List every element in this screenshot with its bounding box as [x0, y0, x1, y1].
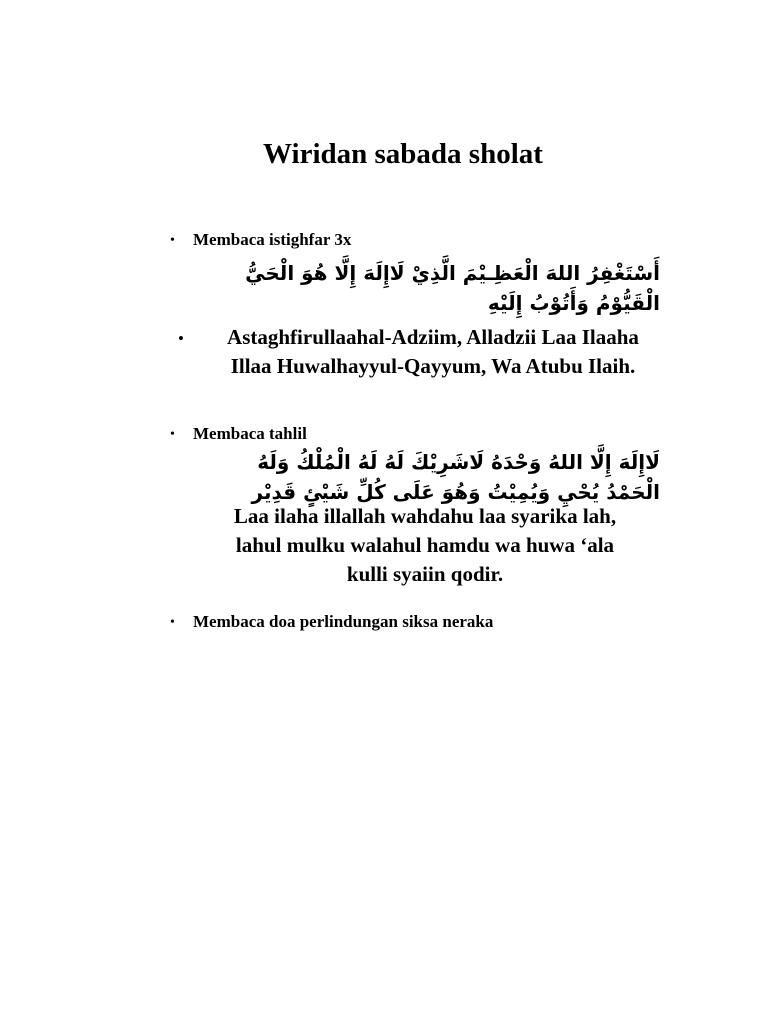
arabic-line: الْقَيُّوْمُ وَأَتُوْبُ إِلَيْهِ: [487, 291, 660, 315]
latin-line: lahul mulku walahul hamdu wa huwa ‘ala: [235, 533, 615, 557]
bullet-icon: •: [170, 427, 175, 442]
tahlil-arabic-text: [180, 447, 660, 507]
section-tahlil-label: Membaca tahlil: [193, 424, 307, 443]
latin-line: Astaghfirullaahal-Adziim, Alladzii Laa Ilaaha: [227, 325, 639, 349]
page-title: Wiridan sabada sholat: [263, 138, 543, 170]
bullet-icon: •: [178, 329, 184, 348]
arabic-line: لَاإِلَهَ إِلَّا اللهُ وَحْدَهُ لَاشَرِيْكَ لَهُ لَهُ الْمُلْكُ وَلَهُ: [257, 450, 660, 474]
arabic-line: أَسْتَغْفِرُ اللهَ الْعَظِـيْمَ الَّذِيْ لَاإِلَهَ إِلَّا هُوَ الْحَيُّ: [245, 261, 660, 285]
tahlil-latin-text: [180, 502, 670, 589]
arabic-line: الْحَمْدُ يُحْيِ وَيُمِيْتُ وَهُوَ عَلَى كُلِّ شَيْئٍ قَدِيْر: [251, 480, 660, 504]
latin-line: Laa ilaha illallah wahdahu laa syarika lah,: [233, 504, 617, 528]
latin-line: kulli syaiin qodir.: [346, 562, 504, 586]
section-doa-label: Membaca doa perlindungan siksa neraka: [193, 612, 494, 631]
istighfar-arabic-text: [180, 258, 660, 318]
latin-line: Illaa Huwalhayyul-Qayyum, Wa Atubu Ilaih.: [230, 354, 636, 378]
bullet-icon: •: [170, 233, 175, 248]
section-istighfar-label: Membaca istighfar 3x: [193, 230, 352, 249]
bullet-icon: •: [170, 615, 175, 630]
istighfar-latin-text: [196, 323, 670, 381]
